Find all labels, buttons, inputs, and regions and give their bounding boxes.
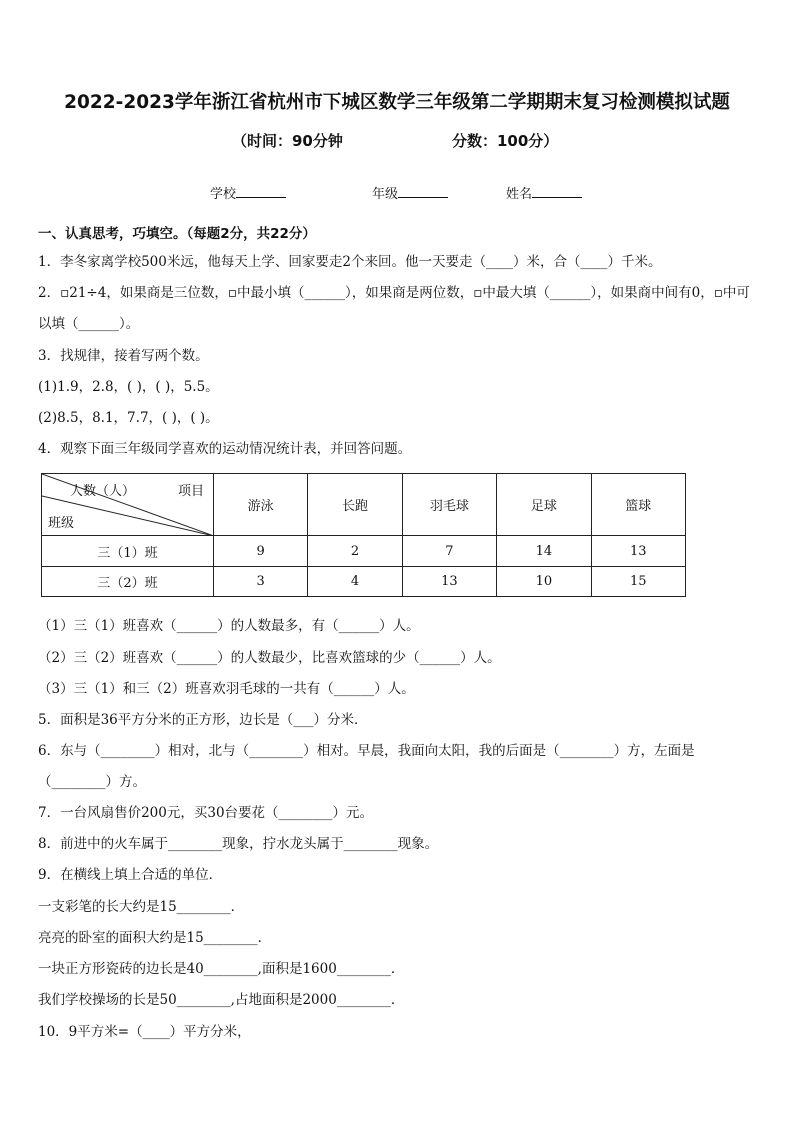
- question-8: 8．前进中的火车属于________现象，拧水龙头属于________现象。: [38, 836, 439, 852]
- question-7: 7．一台风扇售价200元，买30台要花（________）元。: [38, 805, 374, 821]
- corner-people-label: 人数（人）: [70, 484, 136, 499]
- column-header: 足球: [497, 474, 591, 536]
- table-cell: 15: [591, 567, 685, 597]
- exam-score: 分数：100分）: [452, 132, 559, 150]
- school-field[interactable]: [210, 183, 286, 202]
- question-3: 3．找规律，接着写两个数。: [38, 348, 209, 364]
- question-2-cont: 以填（______）。: [38, 316, 140, 332]
- column-header: 羽毛球: [402, 474, 496, 536]
- question-4-3: （3）三（1）和三（2）班喜欢羽毛球的一共有（______）人。: [38, 681, 415, 697]
- question-9-3: 一块正方形瓷砖的边长是40________,面积是1600________．: [38, 961, 405, 977]
- page-title: 2022-2023学年浙江省杭州市下城区数学三年级第二学期期末复习检测模拟试题: [64, 92, 730, 113]
- question-6-cont: （________）方。: [38, 774, 146, 790]
- question-9-1: 一支彩笔的长大约是15________．: [38, 899, 245, 915]
- table-cell: 7: [402, 536, 496, 567]
- table-cell: 9: [213, 536, 307, 567]
- question-1: 1．李冬家离学校500米远，他每天上学、回家要走2个来回。他一天要走（____）米，合（____）千米。: [38, 254, 662, 270]
- table-row: [42, 536, 686, 567]
- question-4: 4．观察下面三年级同学喜欢的运动情况统计表，并回答问题。: [38, 441, 412, 457]
- table-cell: 10: [497, 567, 591, 597]
- table-cell: 3: [213, 567, 307, 597]
- question-4-2: （2）三（2）班喜欢（______）的人数最少，比喜欢篮球的少（______）人。: [38, 650, 501, 666]
- question-4-1: （1）三（1）班喜欢（______）的人数最多，有（______）人。: [38, 618, 420, 634]
- table-cell: 4: [308, 567, 402, 597]
- question-10: 10．9平方米=（____）平方分米，: [38, 1024, 251, 1040]
- corner-class-label: 班级: [48, 516, 75, 531]
- column-header: 篮球: [591, 474, 685, 536]
- sports-stats-table: [41, 473, 686, 597]
- question-6: 6．东与（________）相对，北与（________）相对。早晨，我面向太阳，我的后面是（________）方，左面是: [38, 743, 695, 759]
- grade-label: 年级: [372, 187, 399, 202]
- question-5: 5．面积是36平方分米的正方形，边长是（___）分米．: [38, 712, 368, 728]
- question-3-1: (1)1.9，2.8，( )，( )，5.5。: [38, 379, 219, 395]
- question-9-2: 亮亮的卧室的面积大约是15________．: [38, 930, 272, 946]
- question-9-4: 我们学校操场的长是50________,占地面积是2000________．: [38, 992, 405, 1008]
- column-header: 游泳: [213, 474, 307, 536]
- name-field[interactable]: [506, 183, 582, 202]
- grade-field[interactable]: [372, 183, 448, 202]
- exam-time: （时间：90分钟: [232, 132, 343, 150]
- name-label: 姓名: [506, 187, 533, 202]
- row-class: 三（2）班: [42, 567, 214, 597]
- section-heading: 一、认真思考，巧填空。（每题2分，共22分）: [38, 226, 316, 242]
- corner-item-label: 项目: [178, 484, 205, 499]
- column-header: 长跑: [308, 474, 402, 536]
- row-class: 三（1）班: [42, 536, 214, 567]
- table-row: [42, 567, 686, 597]
- table-cell: 13: [591, 536, 685, 567]
- question-3-2: (2)8.5，8.1，7.7，( )，( )。: [38, 410, 219, 426]
- question-2: 2．▫21÷4，如果商是三位数，▫中最小填（______），如果商是两位数，▫中最大填（______），如果商中间有0，▫中可: [38, 285, 750, 301]
- table-cell: 13: [402, 567, 496, 597]
- question-9: 9．在横线上填上合适的单位．: [38, 867, 223, 883]
- table-cell: 2: [308, 536, 402, 567]
- table-corner-cell: [42, 474, 214, 536]
- table-cell: 14: [497, 536, 591, 567]
- school-label: 学校: [210, 187, 237, 202]
